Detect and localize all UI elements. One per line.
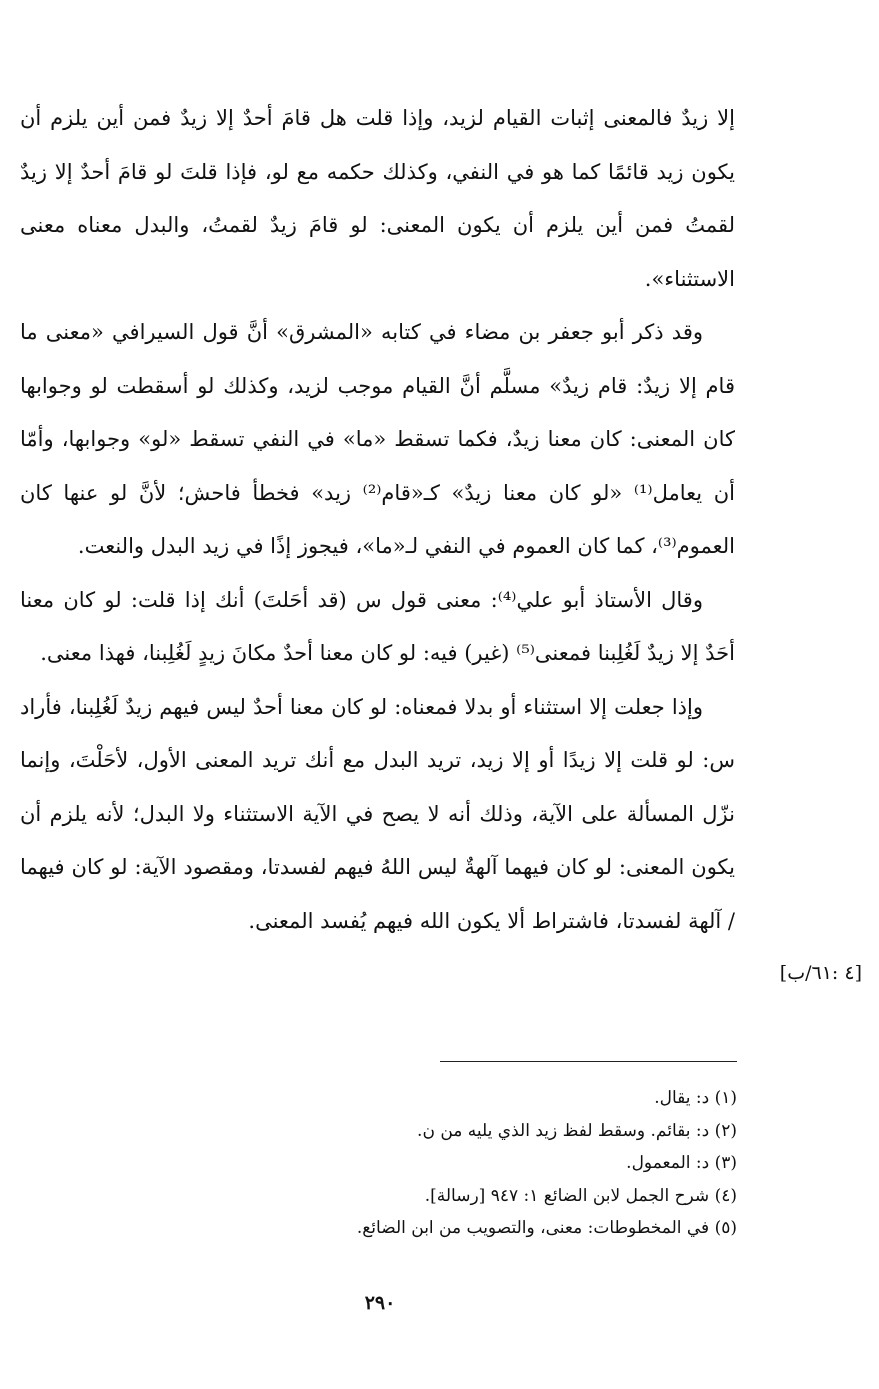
footnote-1: (١) د: يقال. bbox=[654, 1088, 737, 1108]
footnote-5: (٥) في المخطوطات: معنى، والتصويب من ابن الضائع. bbox=[356, 1218, 737, 1238]
footnote-3: (٣) د: المعمول. bbox=[626, 1153, 737, 1173]
footnote-2: (٢) د: بقائم. وسقط لفظ زيد الذي يليه من ن. bbox=[417, 1120, 737, 1141]
paragraph-3: وقال الأستاذ أبو علي⁽⁴⁾: معنى قول س (قد أحَلتَ) أنك إذا قلت: لو كان معنا أحَدٌ إلا زيدٌ لَغُلِبنا فمعنى⁽⁵⁾ (غير) فيه: لو كان معنا أحدٌ مكانَ زيدٍ لَغُلِبنا، فهذا معنى. bbox=[20, 587, 735, 665]
paragraph-2: وقد ذكر أبو جعفر بن مضاء في كتابه «المشرق» أنَّ قول السيرافي «معنى ما قام إلا زيدٌ: قام زيدٌ» مسلَّم أنَّ القيام موجب لزيد، وكذلك لو أسقطت لو وجوابها كان المعنى: كان معنا زيدٌ، فكما تسقط «ما» في النفي تسقط «لو» وجوابها، وأمّا أن يعامل⁽¹⁾ «لو كان معنا زيدٌ» كـ«قام⁽²⁾ زيد» فخطأ فاحش؛ لأنَّ لو عنها كان العموم⁽³⁾، كما كان العموم في النفي لـ«ما»، فيجوز إذًا في زيد البدل والنعت. bbox=[20, 320, 735, 558]
footnote-4: (٤) شرح الجمل لابن الضائع ١: ٩٤٧ [رسالة]. bbox=[424, 1185, 737, 1206]
footnotes-block bbox=[300, 1082, 737, 1245]
manuscript-folio-reference: [٤ :٦١/ب] bbox=[779, 962, 862, 984]
main-text-block bbox=[20, 92, 735, 948]
page-number: ٢٩٠ bbox=[364, 1292, 396, 1314]
footnote-separator bbox=[440, 1061, 737, 1062]
paragraph-1: إلا زيدٌ فالمعنى إثبات القيام لزيد، وإذا قلت هل قامَ أحدٌ إلا زيدٌ فمن أين يلزم أن يكون زيد قائمًا كما هو في النفي، وكذلك حكمه مع لو، فإذا قلتَ لو قامَ أحدٌ إلا زيدٌ لقمتُ فمن أين يلزم أن يكون المعنى: لو قامَ زيدٌ لقمتُ، والبدل معناه معنى الاستثناء». bbox=[20, 106, 735, 291]
paragraph-4: وإذا جعلت إلا استثناء أو بدلا فمعناه: لو كان معنا أحدٌ ليس فيهم زيدٌ لَغُلِبنا، فأراد س: لو قلت إلا زيدًا أو إلا زيد، تريد البدل مع أنك تريد المعنى الأول، لأحَلْتَ، وإنما نزّل المسألة على الآية، وذلك أنه لا يصح في الآية الاستثناء ولا البدل؛ لأنه يلزم أن يكون المعنى: لو كان فيهما آلهةٌ ليس اللهُ فيهم لفسدتا، ومقصود الآية: لو كان فيهما / آلهة لفسدتا، فاشتراط ألا يكون الله فيهم يُفسد المعنى. bbox=[20, 694, 735, 933]
